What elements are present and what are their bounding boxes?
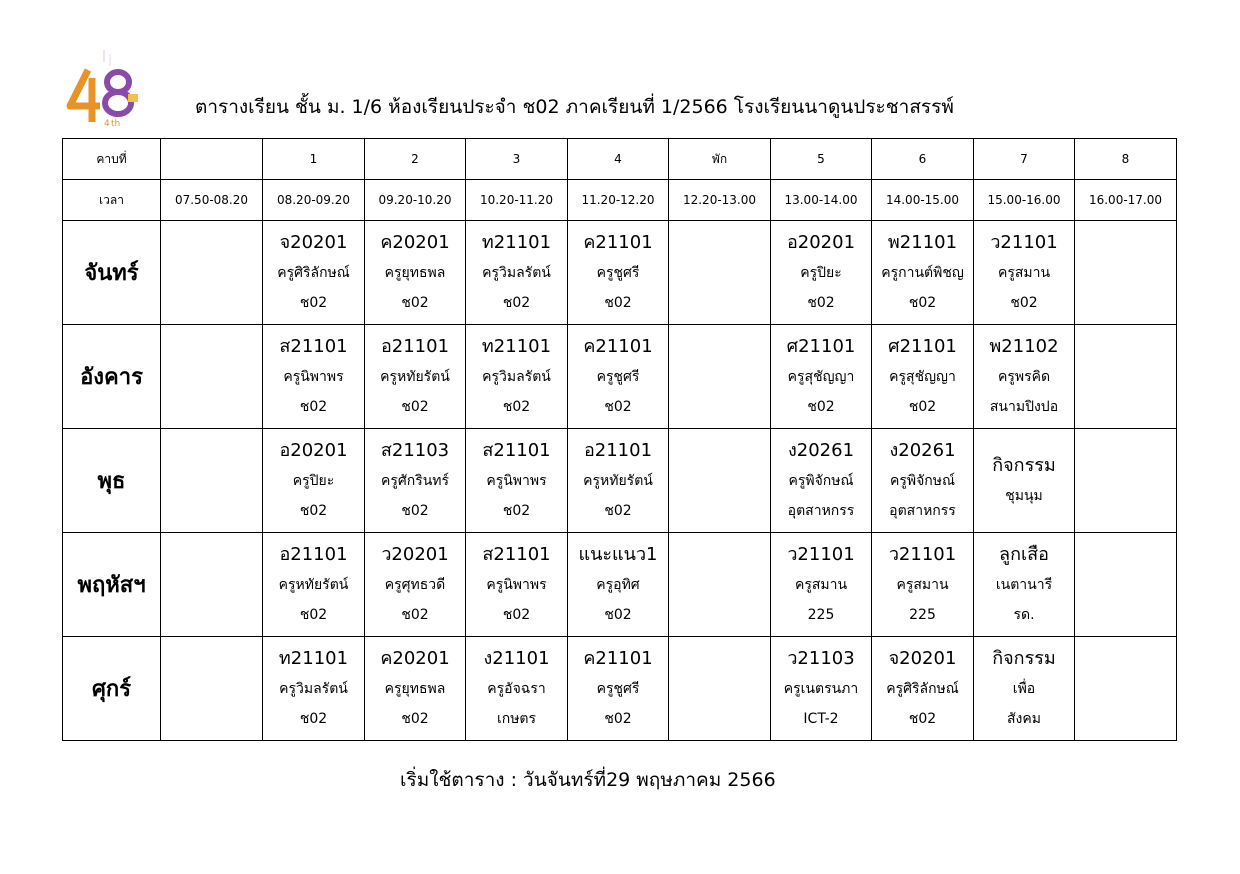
room-name: ช02 — [604, 503, 632, 519]
teacher-name: เนตานารี — [995, 577, 1053, 593]
time-slot: 08.20-09.20 — [263, 180, 365, 221]
teacher-name: ครูวิมลรัตน์ — [279, 681, 348, 697]
class-cell — [1075, 429, 1177, 533]
teacher-name: ครูศักรินทร์ — [380, 473, 450, 489]
room-name: ช02 — [604, 607, 632, 623]
teacher-name: ครูชูศรี — [596, 369, 640, 385]
teacher-name: ครูกานต์พิชญ — [881, 265, 964, 281]
class-cell — [771, 637, 872, 741]
room-name: ช02 — [807, 399, 835, 415]
time-slot: 10.20-11.20 — [466, 180, 568, 221]
teacher-name: ครูพิจักษณ์ — [788, 473, 854, 489]
svg-text:4: 4 — [104, 119, 110, 128]
period-header-row — [63, 139, 1177, 180]
page-title: ตารางเรียน ชั้น ม. 1/6 ห้องเรียนประจำ ช02 ภาคเรียนที่ 1/2566 โรงเรียนนาดูนประชาสรรพ์ — [195, 96, 954, 118]
teacher-name: ครูชูศรี — [596, 265, 640, 281]
class-cell — [466, 533, 568, 637]
room-name: สนามปิงปอ — [989, 399, 1059, 415]
class-cell — [771, 221, 872, 325]
class-cell — [365, 637, 466, 741]
svg-text:th: th — [111, 119, 121, 128]
class-cell — [1075, 637, 1177, 741]
class-cell — [974, 533, 1075, 637]
day-name: ศุกร์ — [63, 637, 161, 741]
time-slot: 07.50-08.20 — [161, 180, 263, 221]
teacher-name: ครูสมาน — [794, 577, 848, 593]
room-name: ช02 — [401, 399, 429, 415]
class-cell — [568, 429, 669, 533]
teacher-name: ครูยุทธพล — [384, 681, 446, 697]
class-cell — [669, 325, 771, 429]
period-number: 7 — [974, 139, 1075, 180]
day-row — [63, 637, 1177, 741]
room-name: ช02 — [401, 711, 429, 727]
room-name: ช02 — [807, 295, 835, 311]
room-name: ช02 — [1010, 295, 1038, 311]
teacher-name: ครูสมาน — [997, 265, 1051, 281]
time-slot: 13.00-14.00 — [771, 180, 872, 221]
room-name: 225 — [909, 607, 936, 623]
room-name: รด. — [1013, 607, 1035, 623]
room-name: ICT-2 — [803, 711, 839, 727]
class-cell — [365, 533, 466, 637]
class-cell — [263, 429, 365, 533]
class-cell — [365, 325, 466, 429]
room-name: อุตสาหกรร — [889, 503, 956, 519]
class-cell — [974, 325, 1075, 429]
period-number — [161, 139, 263, 180]
class-cell — [1075, 221, 1177, 325]
room-name: ช02 — [299, 607, 328, 623]
class-cell — [466, 637, 568, 741]
subject-code: อ21101 — [279, 544, 348, 565]
subject-code: ศ21101 — [888, 336, 957, 357]
subject-code: ท21101 — [278, 648, 349, 669]
room-name: ช02 — [401, 607, 429, 623]
room-name: ช02 — [401, 503, 429, 519]
teacher-name: ครูยุทธพล — [384, 265, 446, 281]
subject-code: ท21101 — [481, 336, 552, 357]
subject-code: ส21103 — [380, 440, 450, 461]
class-cell — [263, 325, 365, 429]
teacher-name: ครูพิจักษณ์ — [889, 473, 955, 489]
day-row — [63, 533, 1177, 637]
school-48th-logo — [64, 48, 142, 128]
class-cell — [466, 325, 568, 429]
room-name: ช02 — [299, 399, 328, 415]
teacher-name: ครูหทัยรัตน์ — [380, 369, 450, 385]
room-name: อุตสาหกรร — [787, 503, 855, 519]
subject-code: อ21101 — [380, 336, 450, 357]
subject-code: ค20201 — [380, 232, 450, 253]
subject-code: พ21101 — [887, 232, 958, 253]
teacher-name: ครูหทัยรัตน์ — [278, 577, 349, 593]
class-cell — [568, 325, 669, 429]
teacher-name: ครูอุทิศ — [596, 577, 640, 593]
time-label: เวลา — [63, 180, 161, 221]
teacher-name: ครูเนตรนภา — [783, 681, 859, 697]
period-number: 2 — [365, 139, 466, 180]
subject-code: แนะแนว1 — [578, 544, 658, 565]
class-cell — [1075, 325, 1177, 429]
teacher-name: ครูสุชัญญา — [889, 369, 956, 385]
teacher-name: ครูวิมลรัตน์ — [482, 265, 551, 281]
period-number: 4 — [568, 139, 669, 180]
start-date-note: เริ่มใช้ตาราง : วันจันทร์ที่29 พฤษภาคม 2566 — [400, 769, 776, 791]
day-name: จันทร์ — [63, 221, 161, 325]
subject-code: ค21101 — [583, 648, 653, 669]
period-number: 5 — [771, 139, 872, 180]
subject-code: ว21103 — [787, 648, 855, 669]
teacher-name: ครูอัจฉรา — [487, 681, 546, 697]
day-name: อังคาร — [63, 325, 161, 429]
teacher-name: ครูชูศรี — [596, 681, 640, 697]
class-cell — [974, 221, 1075, 325]
teacher-name: ครูสุชัญญา — [787, 369, 855, 385]
class-cell — [263, 221, 365, 325]
teacher-name: ครูศุทธวดี — [384, 577, 446, 593]
class-cell — [161, 429, 263, 533]
room-name: ช02 — [604, 399, 632, 415]
period-number: 3 — [466, 139, 568, 180]
class-cell — [872, 429, 974, 533]
teacher-name: ชุมนุม — [1005, 488, 1043, 504]
time-slot: 16.00-17.00 — [1075, 180, 1177, 221]
period-label: คาบที่ — [63, 139, 161, 180]
time-slot: 12.20-13.00 — [669, 180, 771, 221]
subject-code: ง20261 — [787, 440, 855, 461]
subject-code: ท21101 — [481, 232, 552, 253]
room-name: ช02 — [502, 503, 531, 519]
room-name: ช02 — [604, 711, 632, 727]
day-name: พุธ — [63, 429, 161, 533]
class-cell — [365, 429, 466, 533]
class-cell — [161, 637, 263, 741]
subject-code: จ20201 — [279, 232, 348, 253]
room-name: 225 — [807, 607, 835, 623]
class-cell — [365, 221, 466, 325]
class-cell — [263, 637, 365, 741]
class-cell — [872, 637, 974, 741]
class-cell — [974, 429, 1075, 533]
teacher-name: ครูศิริลักษณ์ — [277, 265, 350, 281]
subject-code: อ20201 — [279, 440, 348, 461]
subject-code: อ20201 — [786, 232, 856, 253]
class-cell — [669, 533, 771, 637]
class-cell — [669, 637, 771, 741]
class-cell — [568, 221, 669, 325]
room-name: ช02 — [908, 399, 937, 415]
day-row — [63, 221, 1177, 325]
subject-code: กิจกรรม — [992, 455, 1056, 476]
class-cell — [161, 325, 263, 429]
subject-code: ง20261 — [889, 440, 956, 461]
room-name: ช02 — [299, 711, 328, 727]
teacher-name: ครูปิยะ — [800, 265, 842, 281]
room-name: ช02 — [502, 607, 531, 623]
class-cell — [161, 533, 263, 637]
room-name: ช02 — [401, 295, 429, 311]
teacher-name: เพื่อ — [1012, 681, 1036, 697]
class-cell — [466, 429, 568, 533]
subject-code: พ21102 — [989, 336, 1059, 357]
class-cell — [872, 325, 974, 429]
time-slot: 14.00-15.00 — [872, 180, 974, 221]
subject-code: ว20201 — [381, 544, 449, 565]
class-cell — [974, 637, 1075, 741]
teacher-name: ครูนิพาพร — [486, 473, 547, 489]
class-cell — [771, 325, 872, 429]
room-name: ช02 — [604, 295, 632, 311]
subject-code: ส21101 — [482, 440, 551, 461]
class-cell — [872, 533, 974, 637]
room-name: ช02 — [908, 711, 937, 727]
teacher-name: ครูนิพาพร — [283, 369, 344, 385]
subject-code: อ21101 — [583, 440, 653, 461]
teacher-name: ครูหทัยรัตน์ — [583, 473, 653, 489]
teacher-name: ครูศิริลักษณ์ — [886, 681, 959, 697]
subject-code: ส21101 — [482, 544, 551, 565]
class-cell — [669, 221, 771, 325]
subject-code: ว21101 — [990, 232, 1058, 253]
room-name: ช02 — [502, 295, 531, 311]
room-name: เกษตร — [496, 711, 537, 727]
period-number: 8 — [1075, 139, 1177, 180]
timetable — [62, 138, 1177, 741]
subject-code: ส21101 — [279, 336, 348, 357]
room-name: ช02 — [502, 399, 531, 415]
teacher-name: ครูนิพาพร — [486, 577, 547, 593]
class-cell — [669, 429, 771, 533]
class-cell — [771, 429, 872, 533]
subject-code: ง21101 — [483, 648, 550, 669]
class-cell — [1075, 533, 1177, 637]
class-cell — [568, 637, 669, 741]
subject-code: ว21101 — [888, 544, 957, 565]
day-row — [63, 429, 1177, 533]
time-slot: 11.20-12.20 — [568, 180, 669, 221]
class-cell — [771, 533, 872, 637]
class-cell — [872, 221, 974, 325]
period-number: 6 — [872, 139, 974, 180]
room-name: สังคม — [1007, 711, 1041, 727]
class-cell — [466, 221, 568, 325]
subject-code: ลูกเสือ — [999, 544, 1049, 565]
teacher-name: ครูปิยะ — [292, 473, 335, 489]
time-row — [63, 180, 1177, 221]
teacher-name: ครูพรคิด — [997, 369, 1051, 385]
subject-code: ค21101 — [583, 336, 653, 357]
subject-code: ค20201 — [380, 648, 450, 669]
teacher-name: ครูวิมลรัตน์ — [482, 369, 551, 385]
room-name: ช02 — [299, 503, 328, 519]
class-cell — [263, 533, 365, 637]
subject-code: จ20201 — [888, 648, 957, 669]
time-slot: 09.20-10.20 — [365, 180, 466, 221]
period-number: 1 — [263, 139, 365, 180]
subject-code: ว21101 — [787, 544, 855, 565]
room-name: ช02 — [908, 295, 937, 311]
subject-code: กิจกรรม — [992, 648, 1056, 669]
class-cell — [568, 533, 669, 637]
subject-code: ค21101 — [583, 232, 653, 253]
day-name: พฤหัสฯ — [63, 533, 161, 637]
subject-code: ศ21101 — [786, 336, 856, 357]
class-cell — [161, 221, 263, 325]
teacher-name: ครูสมาน — [896, 577, 949, 593]
room-name: ช02 — [299, 295, 328, 311]
time-slot: 15.00-16.00 — [974, 180, 1075, 221]
period-number: พัก — [669, 139, 771, 180]
day-row — [63, 325, 1177, 429]
